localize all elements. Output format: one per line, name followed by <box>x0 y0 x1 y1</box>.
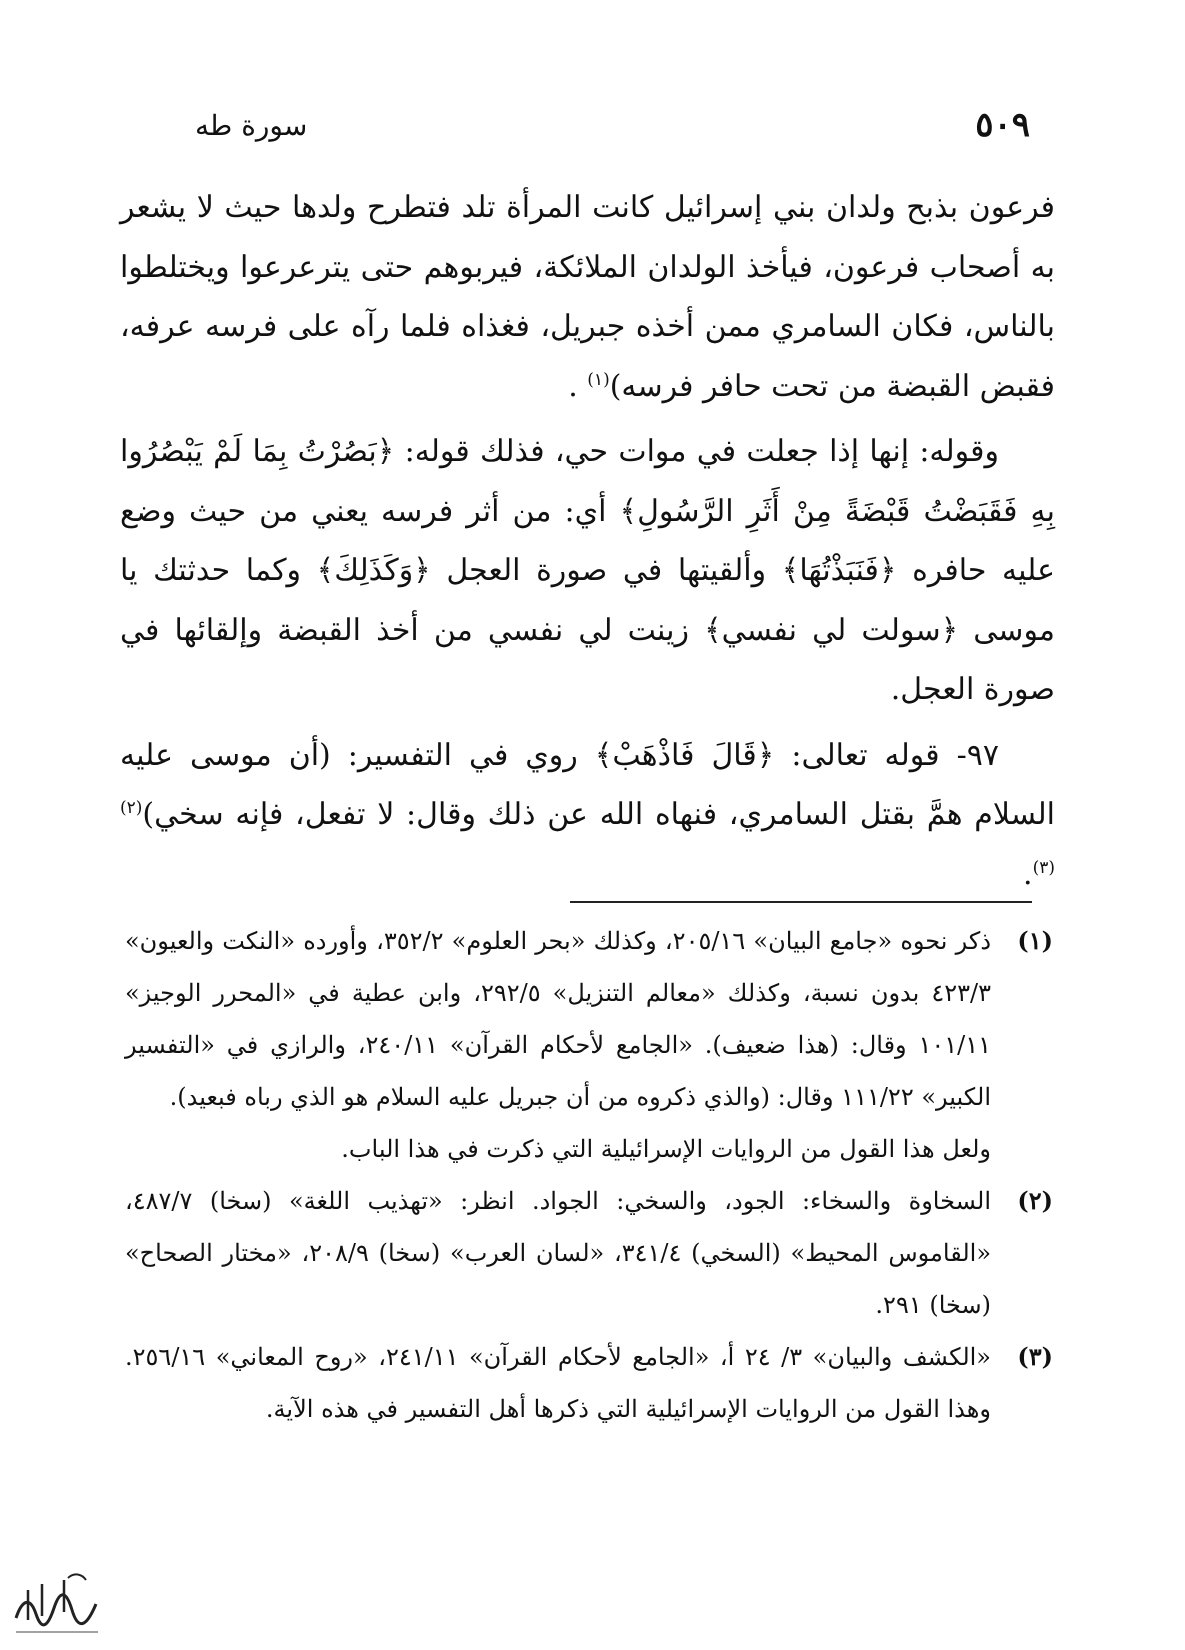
paragraph-3 <box>120 726 1055 905</box>
footnote-body <box>125 1175 991 1331</box>
running-title: سورة طه <box>195 108 308 142</box>
paragraph-3-end: . <box>1023 856 1033 892</box>
footnote-3 <box>125 1331 1053 1435</box>
paragraph-2-text-5: زينت لي نفسي من أخذ القبضة وإلقائها في صورة العجل. <box>120 612 1055 707</box>
paragraph-1-end: . <box>568 368 588 404</box>
paragraph-1 <box>120 178 1055 416</box>
calligraphy-watermark-icon <box>8 1570 104 1640</box>
verse-number-heading: ٩٧- قوله تعالى: <box>774 737 999 773</box>
footnote-number: (١) <box>1017 926 1053 955</box>
paragraph-2-text-3: وألقيتها في صورة العجل <box>430 553 782 588</box>
footnote-body <box>125 915 991 1175</box>
page-header <box>195 100 1030 150</box>
footnote-ref-2-3[interactable]: (٢)(٣) <box>120 798 1055 878</box>
paragraph-2-text-2: أي: من أثر فرسه يعني من حيث وضع عليه حافره <box>120 493 1055 588</box>
paragraph-3-text: روي في التفسير: (أن موسى عليه السلام همَّ بقتل السامري، فنهاه الله عن ذلك وقال: لا تفعل، فإنه سخي) <box>120 737 1055 832</box>
footnote-text: السخاوة والسخاء: الجود، والسخي: الجواد. انظر: «تهذيب اللغة» (سخا) ٤٨٧/٧، «القاموس المحيط» (السخي) ٣٤١/٤، «لسان العرب» (سخا) ٢٠٨/٩، «مختار الصحاح» (سخا) ٢٩١. <box>125 1187 992 1319</box>
quote: ﴿سولت لي نفسي﴾ <box>704 612 959 648</box>
footnote-text: «الكشف والبيان» ٣/ ٢٤ أ، «الجامع لأحكام القرآن» ٢٤١/١١، «روح المعاني» ٢٥٦/١٦. وهذا القول من الروايات الإسرائيلية التي ذكرها أهل التفسير في هذه الآية. <box>125 1343 991 1423</box>
footnotes <box>125 915 1053 1435</box>
main-text <box>120 178 1055 910</box>
footnote-2 <box>125 1175 1053 1331</box>
footnote-1 <box>125 915 1053 1175</box>
footnote-body <box>125 1331 991 1435</box>
quran-quote: ﴿بَصُرْتُ بِمَا لَمْ يَبْصُرُوا بِهِ فَقَبَضْتُ قَبْضَةً مِنْ أَثَرِ الرَّسُولِ﴾ <box>120 434 1055 529</box>
page-number: ٥٠٩ <box>975 105 1030 145</box>
footnote-ref-1[interactable]: (١) <box>587 369 610 390</box>
paragraph-1-text: فرعون بذبح ولدان بني إسرائيل كانت المرأة تلد فتطرح ولدها حيث لا يشعر به أصحاب فرعون، فيأخذ الولدان الملائكة، فيربوهم حتى يترعرعوا ويختلطوا بالناس، فكان السامري ممن أخذه جبريل، فغذاه فلما رآه على فرسه عرفه، فقبض القبضة من تحت حافر فرسه) <box>120 190 1055 404</box>
footnote-text: ذكر نحوه «جامع البيان» ٢٠٥/١٦، وكذلك «بحر العلوم» ٣٥٢/٢، وأورده «النكت والعيون» ٤٢٣/٣ بدون نسبة، وكذلك «معالم التنزيل» ٢٩٢/٥، وابن عطية في «المحرر الوجيز» ١٠١/١١ وقال: (هذا ضعيف). «الجامع لأحكام القرآن» ٢٤٠/١١، والرازي في «التفسير الكبير» ١١١/٢٢ وقال: (والذي ذكروه من أن جبريل عليه السلام هو الذي رباه فبعيد). <box>125 927 992 1111</box>
footnote-number: (٣) <box>1017 1342 1053 1371</box>
quran-quote: ﴿فَنَبَذْتُهَا﴾ <box>781 553 897 588</box>
footnote-number: (٢) <box>1017 1186 1053 1215</box>
footnote-separator <box>570 901 1032 903</box>
paragraph-2 <box>120 422 1055 720</box>
quran-quote: ﴿قَالَ فَاذْهَبْ﴾ <box>594 737 775 773</box>
quran-quote: ﴿وَكَذَلِكَ﴾ <box>316 553 431 588</box>
paragraph-2-text-1: وقوله: إنها إذا جعلت في موات حي، فذلك قوله: <box>394 434 999 469</box>
watermark-logo <box>8 1570 104 1640</box>
paragraph-2-text-4: وكما حدثتك يا موسى <box>120 553 1056 648</box>
footnote-text: ولعل هذا القول من الروايات الإسرائيلية التي ذكرت في هذا الباب. <box>341 1135 991 1163</box>
